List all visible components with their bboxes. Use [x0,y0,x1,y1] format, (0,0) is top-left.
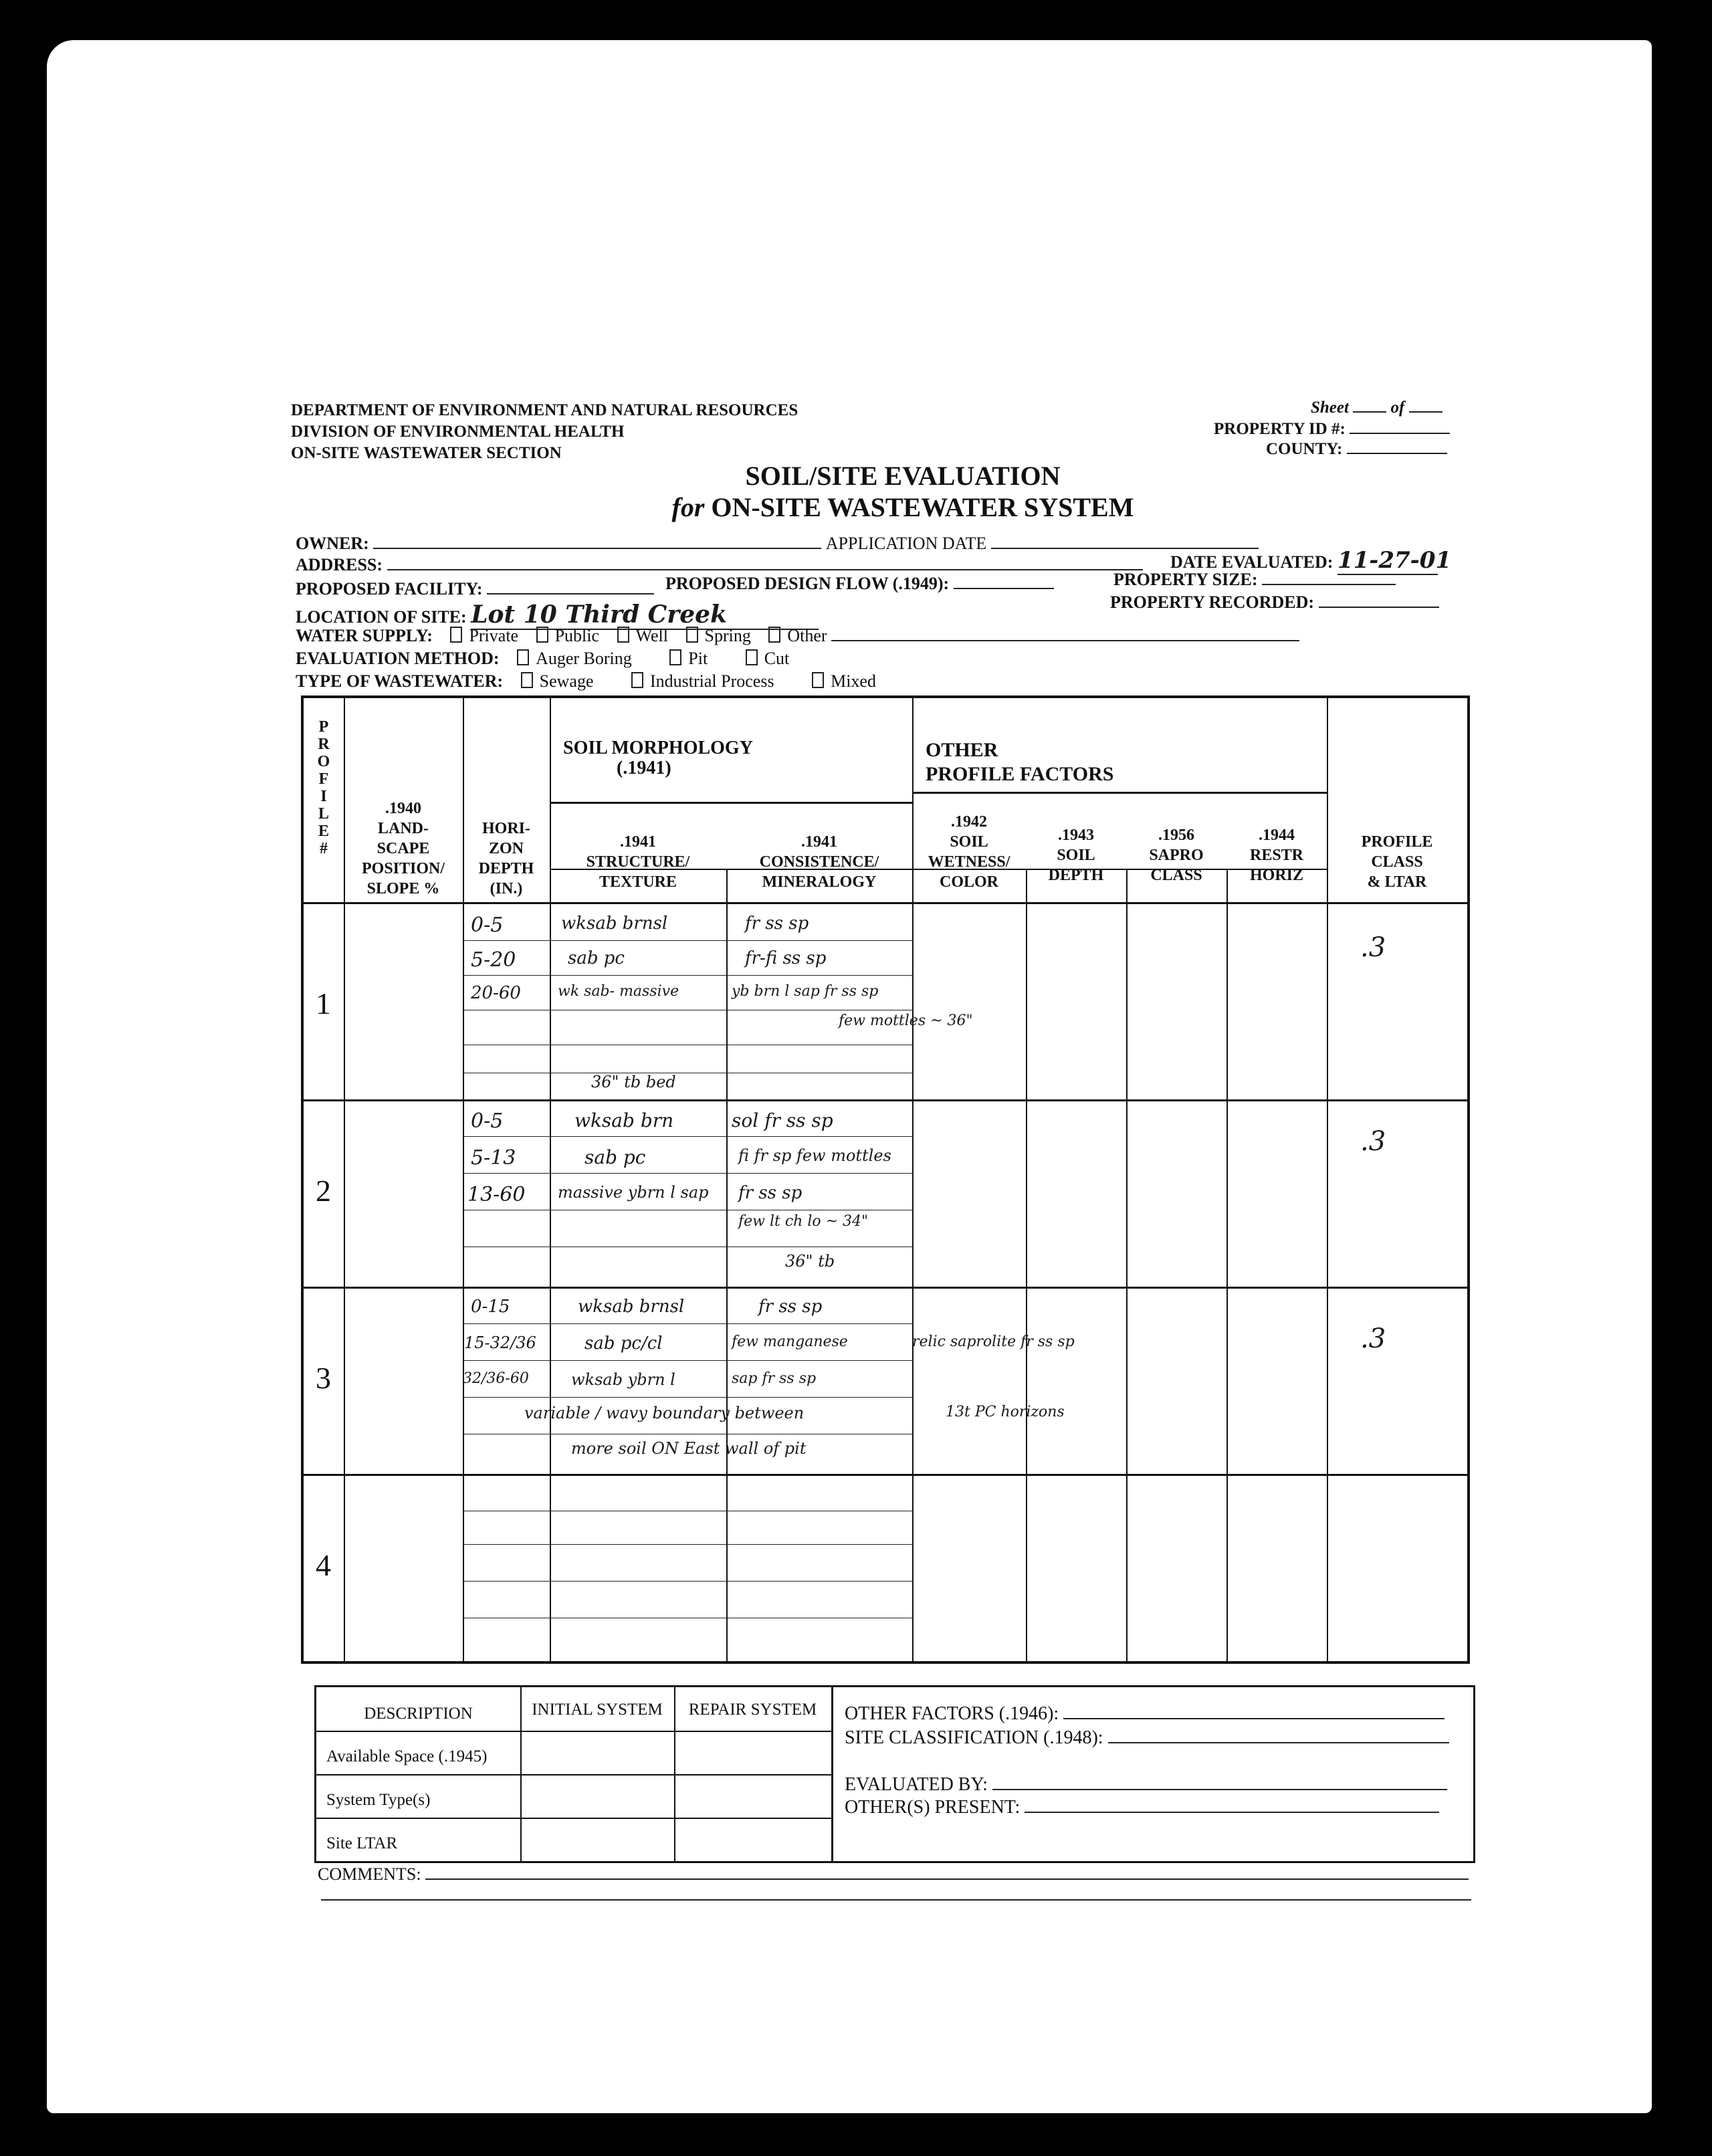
cut-checkbox[interactable] [746,649,758,665]
p3-structure-1: wksab brnsl [578,1297,685,1317]
agency-header [291,400,798,464]
p1-structure-3: wk sab- massive [558,983,679,1000]
sheet-of-label: of [1390,399,1405,417]
cut-option: Cut [764,649,790,668]
p3-structure-2: sab pc/cl [584,1333,663,1354]
p3-note-2: 13t PC horizons [946,1404,1065,1420]
p1-structure-1: wksab brnsl [561,913,668,934]
site-classification-input[interactable] [1108,1742,1449,1743]
p3-wetness-2: relic saprolite fr ss sp [912,1333,1075,1350]
site-ltar-label: Site LTAR [326,1834,398,1852]
public-option: Public [554,626,600,645]
p2-consistence-2: fi fr sp few mottles [738,1146,891,1165]
county-input[interactable] [1347,453,1447,454]
sheet-number-field[interactable] [1353,411,1386,413]
department-name: DEPARTMENT OF ENVIRONMENT AND NATURAL RESOURCES [291,401,798,419]
profile-2-number: 2 [316,1174,331,1208]
horizon-depth-header: HORI- ZON DEPTH (IN.) [478,820,534,897]
sapro-class-header: .1956 SAPRO CLASS [1149,827,1204,884]
p2-structure-3: massive ybrn l sap [558,1183,709,1202]
site-classification-label: SITE CLASSIFICATION (.1948): [845,1727,1103,1748]
subtitle-text: ON-SITE WASTEWATER SYSTEM [711,492,1134,522]
other-factors-field [845,1703,1444,1725]
address-label: ADDRESS: [296,555,383,574]
soil-depth-header: .1943 SOIL DEPTH [1048,827,1104,884]
p3-depth-3: 32/36-60 [463,1370,529,1387]
p1-wetness-3: few mottles ~ 36" [839,1012,973,1029]
owner-input[interactable] [373,548,821,549]
date-evaluated-label: DATE EVALUATED: [1170,552,1333,572]
property-id-field [1214,419,1450,440]
design-flow-label: PROPOSED DESIGN FLOW (.1949): [665,574,950,593]
owner-label: OWNER: [296,534,369,553]
consistence-header: .1941 CONSISTENCE/ MINERALOGY [759,833,879,891]
property-recorded-field [1110,592,1439,613]
other-checkbox[interactable] [768,627,780,643]
pit-option: Pit [688,649,708,668]
auger-option: Auger Boring [536,649,632,668]
p2-class: .3 [1360,1126,1386,1157]
private-checkbox[interactable] [450,627,462,643]
p1-consistence-3: yb brn l sap fr ss sp [732,983,879,1000]
water-supply-row [296,626,1299,646]
p1-depth-2: 5-20 [471,948,516,972]
auger-checkbox[interactable] [517,649,529,665]
initial-system-header: INITIAL SYSTEM [532,1701,663,1719]
subtitle-for: for [671,492,705,522]
profile-3-number: 3 [316,1361,331,1395]
evaluated-by-field [845,1774,1447,1796]
proposed-facility-field [296,579,654,599]
proposed-facility-label: PROPOSED FACILITY: [296,579,483,599]
p1-depth-1: 0-5 [471,913,504,937]
p1-depth-3: 20-60 [471,983,521,1003]
county-label: COUNTY: [1266,440,1343,458]
evaluated-by-input[interactable] [992,1789,1447,1790]
form-title: SOIL/SITE EVALUATION [745,461,1061,491]
pit-checkbox[interactable] [669,649,681,665]
sheet-label: Sheet [1311,399,1349,417]
section-name: ON-SITE WASTEWATER SECTION [291,444,562,462]
p3-depth-2: 15-32/36 [464,1333,536,1352]
p1-consistence-2: fr-fi ss sp [745,948,827,968]
location-label: LOCATION OF SITE: [296,607,467,627]
p1-class: .3 [1360,932,1386,963]
sheet-total-field[interactable] [1409,411,1442,413]
well-checkbox[interactable] [617,627,629,643]
sewage-option: Sewage [539,671,594,691]
private-option: Private [469,626,519,645]
p1-note: 36" tb bed [591,1073,676,1091]
p3-note-3: more soil ON East wall of pit [571,1439,807,1458]
site-classification-field [845,1727,1449,1749]
profile-number-header: PROFILE # [317,718,330,857]
comments-label: COMMENTS: [318,1864,421,1884]
p2-structure-1: wksab brn [574,1109,674,1131]
property-size-input[interactable] [1262,584,1396,585]
property-id-label: PROPERTY ID #: [1214,420,1346,438]
proposed-facility-input[interactable] [487,593,654,595]
comments-field [318,1864,1469,1884]
p2-consistence-3: fr ss sp [738,1183,802,1203]
location-input[interactable]: Lot 10 Third Creek [471,601,819,630]
other-option: Other [787,626,827,645]
system-summary-box [314,1685,1475,1863]
address-field [296,555,1143,575]
p2-structure-2: sab pc [584,1146,646,1168]
wastewater-type-row [296,671,876,691]
system-types-label: System Type(s) [326,1791,431,1809]
wetness-header: .1942 SOIL WETNESS/ COLOR [928,813,1010,891]
sewage-checkbox[interactable] [521,672,533,688]
description-header: DESCRIPTION [364,1705,473,1723]
p3-class: .3 [1360,1323,1386,1354]
county-field [1266,439,1447,460]
others-present-label: OTHER(S) PRESENT: [845,1797,1021,1818]
property-recorded-input[interactable] [1319,607,1439,608]
p2-depth-3: 13-60 [467,1183,526,1206]
industrial-checkbox[interactable] [631,672,643,688]
p3-depth-1: 0-15 [471,1297,510,1317]
soil-profile-table [301,695,1470,1664]
other-water-input[interactable] [831,640,1299,641]
public-checkbox[interactable] [536,627,548,643]
spring-checkbox[interactable] [686,627,698,643]
property-recorded-label: PROPERTY RECORDED: [1110,592,1315,612]
p3-structure-3: wksab ybrn l [571,1370,675,1389]
profile-class-header: PROFILE CLASS & LTAR [1361,833,1433,891]
evaluation-method-row [296,649,789,669]
evaluation-method-label: EVALUATION METHOD: [296,649,500,668]
well-option: Well [635,626,668,645]
structure-header: .1941 STRUCTURE/ TEXTURE [586,833,690,891]
repair-system-header: REPAIR SYSTEM [688,1701,817,1719]
profile-1-number: 1 [316,986,331,1020]
restr-horiz-header: .1944 RESTR HORIZ [1249,827,1304,884]
mixed-option: Mixed [831,671,876,691]
division-name: DIVISION OF ENVIRONMENTAL HEALTH [291,423,625,441]
comments-input[interactable] [425,1878,1469,1880]
industrial-option: Industrial Process [650,671,774,691]
sheet-field [1311,397,1442,419]
property-size-label: PROPERTY SIZE: [1113,570,1258,589]
mixed-checkbox[interactable] [812,672,824,688]
p3-note-1: variable / wavy boundary between [524,1404,805,1422]
date-evaluated-input[interactable]: 11-27-01 [1337,547,1452,574]
p2-depth-2: 5-13 [471,1146,516,1170]
application-date-label: APPLICATION DATE [825,534,987,553]
p2-depth-1: 0-5 [471,1109,504,1133]
others-present-field [845,1797,1439,1818]
p1-consistence-1: fr ss sp [745,913,809,934]
p3-consistence-2: few manganese [732,1333,848,1350]
p3-consistence-1: fr ss sp [758,1297,823,1317]
p2-wetness-3: few lt ch lo ~ 34" [738,1213,869,1230]
design-flow-field [665,574,1054,594]
p2-consistence-1: sol fr ss sp [732,1109,833,1131]
p3-consistence-3: sap fr ss sp [732,1370,817,1387]
evaluated-by-label: EVALUATED BY: [845,1774,988,1795]
available-space-label: Available Space (.1945) [326,1747,488,1765]
others-present-input[interactable] [1025,1812,1439,1813]
wastewater-type-label: TYPE OF WASTEWATER: [296,671,504,691]
design-flow-input[interactable] [954,588,1054,589]
spring-option: Spring [704,626,751,645]
form-subtitle [548,492,1257,523]
other-factors-label: OTHER FACTORS (.1946): [845,1703,1059,1724]
property-id-input[interactable] [1350,433,1450,434]
address-input[interactable] [387,569,1143,570]
owner-field [296,534,1259,554]
other-profile-factors-header: OTHER PROFILE FACTORS [926,739,1114,785]
profile-4-number: 4 [316,1548,331,1582]
other-factors-input[interactable] [1063,1718,1444,1719]
property-size-field [1113,570,1396,590]
comments-line-2[interactable] [321,1899,1471,1901]
p2-note: 36" tb [785,1252,835,1271]
water-supply-label: WATER SUPPLY: [296,626,433,645]
landscape-header: .1940 LAND- SCAPE POSITION/ SLOPE % [361,800,445,897]
soil-morphology-header: SOIL MORPHOLOGY (.1941) [563,738,753,778]
p1-structure-2: sab pc [568,948,625,968]
